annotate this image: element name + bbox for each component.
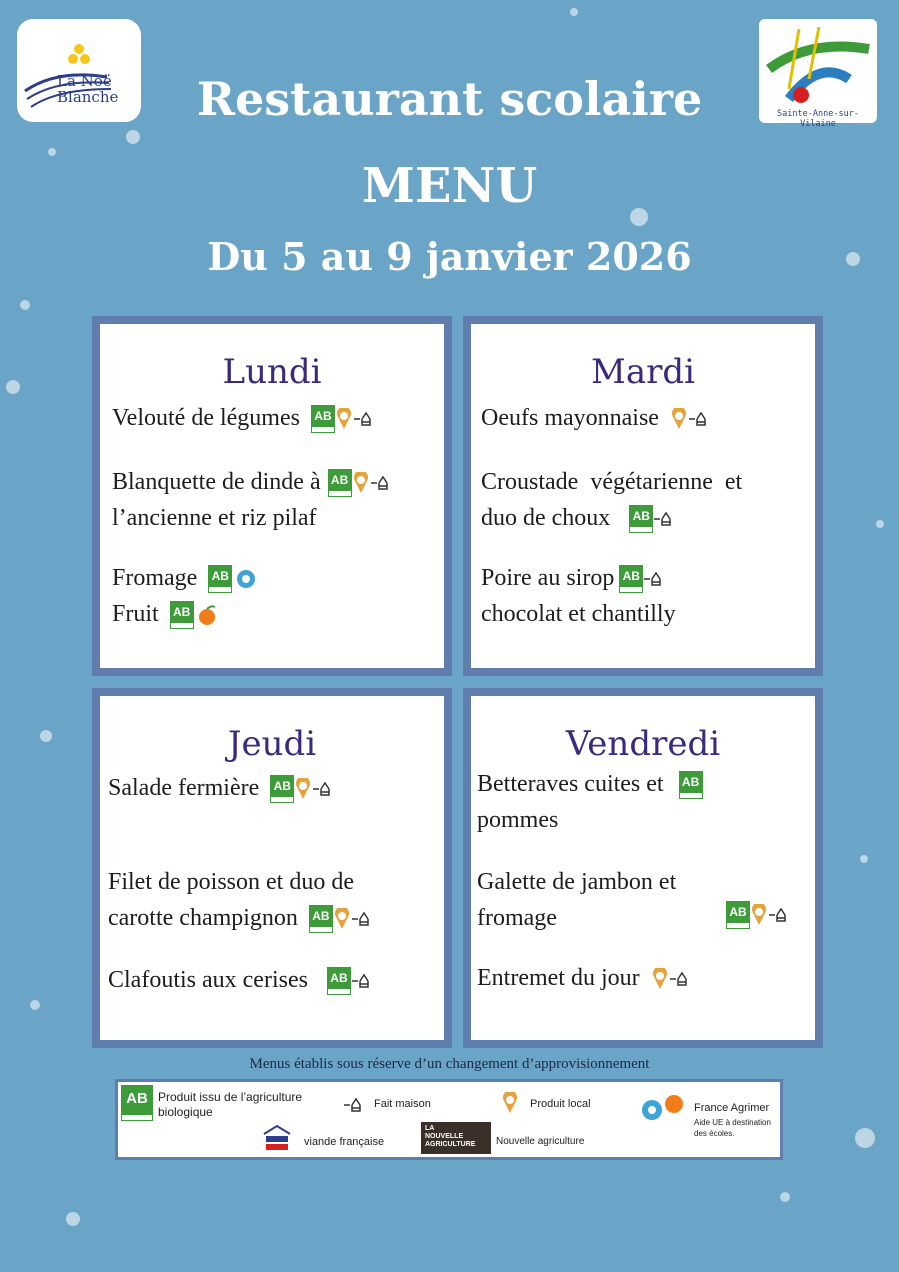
snowflake — [860, 855, 868, 863]
local-product-icon — [671, 408, 687, 430]
menu-item-cont: duo de choux AB — [481, 500, 674, 536]
menu-item: Poire au sirop AB — [481, 560, 664, 596]
snowflake — [66, 1212, 80, 1226]
snowflake — [780, 1192, 790, 1202]
ab-bio-icon: AB — [680, 772, 702, 798]
icon-group — [721, 902, 789, 928]
day-panel-vendredi — [463, 688, 823, 1048]
day-panel-jeudi — [92, 688, 452, 1048]
logo-text-line2: Blanche — [57, 88, 119, 106]
local-product-icon — [652, 968, 668, 990]
legend-agrimer-desc: Aide UE à destination des écoles. — [694, 1118, 771, 1138]
france-agrimer-icon — [638, 1092, 688, 1122]
fait-maison-icon — [670, 970, 690, 988]
day-title: Mardi — [591, 352, 695, 392]
fait-maison-icon — [371, 474, 391, 492]
snowflake — [126, 130, 140, 144]
nouvelle-agriculture-badge: LA NOUVELLE AGRICULTURE — [421, 1122, 491, 1154]
snowflake — [40, 730, 52, 742]
menu-item: Filet de poisson et duo de — [108, 869, 354, 895]
snowflake — [876, 520, 884, 528]
menu-item: Galette de jambon et — [477, 869, 677, 895]
menu-item-cont: l’ancienne et riz pilaf — [112, 505, 317, 531]
local-product-icon — [353, 472, 369, 494]
menu-item: Entremet du jour — [477, 960, 690, 996]
menu-item: Clafoutis aux cerises AB — [108, 962, 372, 998]
fait-maison-icon — [352, 972, 372, 990]
day-title: Vendredi — [565, 724, 721, 764]
date-range: Du 5 au 9 janvier 2026 — [207, 234, 692, 279]
ab-bio-icon: AB — [329, 470, 351, 496]
snowflake — [20, 300, 30, 310]
snowflake — [30, 1000, 40, 1010]
logo-text-line1: La Noë — [57, 72, 112, 90]
legend-fait-maison: Fait maison — [374, 1098, 431, 1110]
menu-item-cont: fromage — [477, 905, 557, 931]
fait-maison-icon — [689, 410, 709, 428]
snowflake — [6, 380, 20, 394]
menu-item: Betteraves cuites et AB — [477, 766, 702, 802]
menu-item-cont: carotte champignon AB — [108, 900, 372, 936]
ab-bio-icon: AB — [209, 566, 231, 592]
menu-item: Blanquette de dinde à AB — [112, 464, 391, 500]
legend-nouvelle: Nouvelle agriculture — [496, 1136, 585, 1147]
menu-item: Fruit AB — [112, 596, 219, 632]
menu-item: Croustade végétarienne et — [481, 469, 743, 495]
fait-maison-icon — [313, 780, 333, 798]
ab-bio-icon: AB — [328, 968, 350, 994]
day-panel-lundi — [92, 316, 452, 676]
ab-bio-icon: AB — [171, 602, 193, 628]
legend-agrimer: France Agrimer — [694, 1102, 770, 1114]
local-product-icon — [295, 778, 311, 800]
page-subtitle: MENU — [361, 158, 538, 214]
fruit-agrimer-icon — [195, 603, 219, 627]
menu-item: Fromage AB — [112, 560, 259, 596]
ab-bio-icon: AB — [310, 906, 332, 932]
snowflake — [570, 8, 578, 16]
legend-local: Produit local — [530, 1098, 591, 1110]
menu-item: Oeufs mayonnaise — [481, 400, 709, 436]
fait-maison-icon — [644, 570, 664, 588]
menu-item-cont: pommes — [477, 807, 559, 833]
day-panel-mardi — [463, 316, 823, 676]
fait-maison-icon — [352, 910, 372, 928]
day-title: Lundi — [222, 352, 322, 392]
france-agrimer-icon — [233, 567, 259, 591]
fait-maison-icon — [344, 1096, 364, 1114]
viande-francaise-icon — [260, 1124, 294, 1156]
legend-box — [115, 1079, 783, 1160]
fait-maison-icon — [354, 410, 374, 428]
ab-bio-icon: AB — [122, 1086, 152, 1120]
logo-right-text: Sainte-Anne-sur-Vilaine — [777, 109, 859, 129]
supply-disclaimer: Menus établis sous réserve d’un changement d’approvisionnement — [249, 1056, 650, 1072]
legend-viande: viande française — [304, 1136, 385, 1148]
local-product-icon — [336, 408, 352, 430]
local-product-icon — [751, 904, 767, 926]
legend-bio: Produit issu de l’agriculture biologique — [158, 1090, 303, 1119]
ab-bio-icon: AB — [271, 776, 293, 802]
ab-bio-icon: AB — [312, 406, 334, 432]
ab-bio-icon: AB — [630, 506, 652, 532]
fait-maison-icon — [654, 510, 674, 528]
snowflake — [48, 148, 56, 156]
ab-bio-icon: AB — [727, 902, 749, 928]
menu-item-cont: chocolat et chantilly — [481, 601, 676, 627]
day-title: Jeudi — [227, 724, 317, 764]
page-title: Restaurant scolaire — [196, 72, 703, 126]
local-product-icon — [502, 1092, 518, 1114]
fait-maison-icon — [769, 906, 789, 924]
menu-item: Salade fermière AB — [108, 770, 333, 806]
ab-bio-icon: AB — [620, 566, 642, 592]
menu-item: Velouté de légumes AB — [112, 400, 374, 436]
local-product-icon — [334, 908, 350, 930]
snowflake — [855, 1128, 875, 1148]
